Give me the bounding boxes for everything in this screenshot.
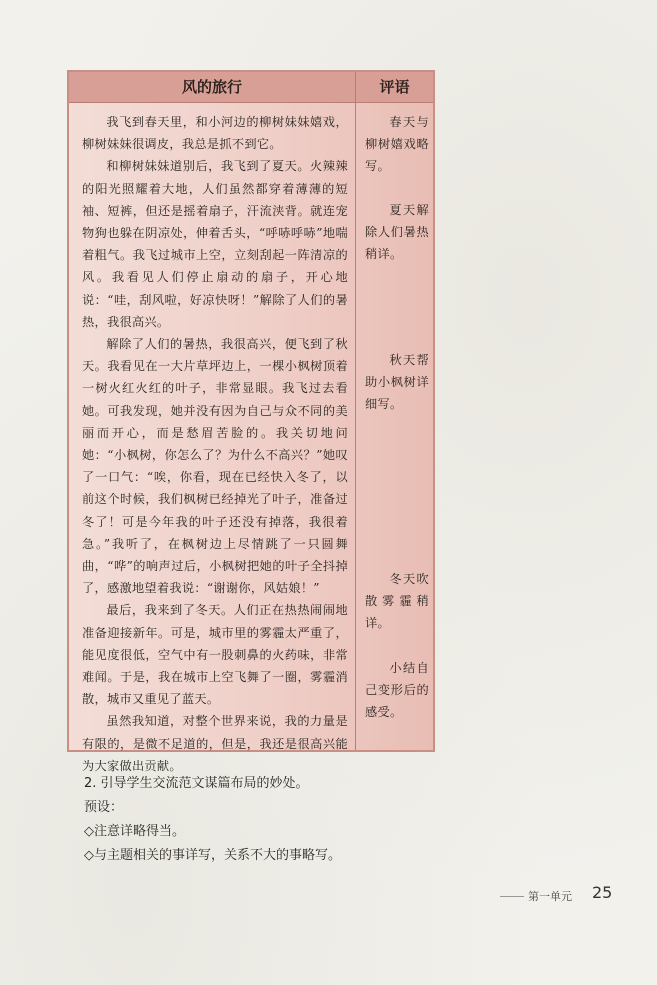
preset-point-1: ◇注意详略得当。 (84, 824, 185, 839)
comment-summer: 夏天解除人们暑热稍详。 (365, 203, 429, 262)
essay-text (82, 111, 348, 777)
header-comments: 评语 (379, 78, 410, 96)
column-divider (355, 72, 356, 750)
footer-rule (500, 896, 524, 897)
paragraph-winter: 最后，我来到了冬天。人们正在热热闹闹地准备迎接新年。可是，城市里的雾霾太严重了，能见度很低，空气中有一股刺鼻的火药味，非常难闻。于是，我在城市上空飞舞了一圈，雾霾消散，城市又重见了蓝天。 (82, 603, 348, 707)
footer-unit-label: 第一单元 (528, 890, 572, 903)
comment-autumn: 秋天帮助小枫树详细写。 (365, 353, 429, 412)
essay-comment-table (67, 70, 435, 773)
paragraph-spring: 我飞到春天里，和小河边的柳树妹妹嬉戏，柳树妹妹很调皮，我总是抓不到它。 (82, 115, 348, 152)
paragraph-autumn: 解除了人们的暑热，我很高兴，便飞到了秋天。我看见在一大片草坪边上，一棵小枫树顶着一树火红火红的叶子，非常显眼。我飞过去看她。可我发现，她并没有因为自己与众不同的美丽而开心，而是愁眉苦脸的。我关切地问她：“小枫树，你怎么了？为什么不高兴？”她叹了一口气：“唉，你看，现在已经快入冬了，以前这个时候，我们枫树已经掉光了叶子，准备过冬了！可是今年我的叶子还没有掉落，我很着急。”我听了，在枫树边上尽情跳了一只圆舞曲，“哗”的响声过后，小枫树把她的叶子全抖掉了，感激地望着我说：“谢谢你，风姑娘！” (82, 337, 348, 596)
header-essay-title: 风的旅行 (181, 78, 242, 96)
page-number: 25 (592, 883, 613, 902)
teaching-step-2: 2. 引导学生交流范文谋篇布局的妙处。 (84, 776, 309, 791)
comment-summary: 小结自己变形后的感受。 (365, 661, 429, 720)
comment-winter: 冬天吹散雾霾稍详。 (365, 572, 429, 631)
preset-label: 预设： (84, 800, 124, 815)
paragraph-summer: 和柳树妹妹道别后，我飞到了夏天。火辣辣的阳光照耀着大地，人们虽然都穿着薄薄的短袖、短裤，但还是摇着扇子，汗流浃背。就连宠物狗也躲在阴凉处，伸着舌头，“呼哧呼哧”地喘着粗气。我飞过城市上空，立刻刮起一阵清凉的风。我看见人们停止扇动的扇子，开心地说：“哇，刮风啦，好凉快呀！”解除了人们的暑热，我很高兴。 (82, 159, 348, 329)
paragraph-conclusion: 虽然我知道，对整个世界来说，我的力量是有限的，是微不足道的，但是，我还是很高兴能为大家做出贡献。 (82, 714, 348, 773)
comment-spring: 春天与柳树嬉戏略写。 (365, 115, 429, 174)
preset-point-2: ◇与主题相关的事详写，关系不大的事略写。 (84, 848, 341, 863)
